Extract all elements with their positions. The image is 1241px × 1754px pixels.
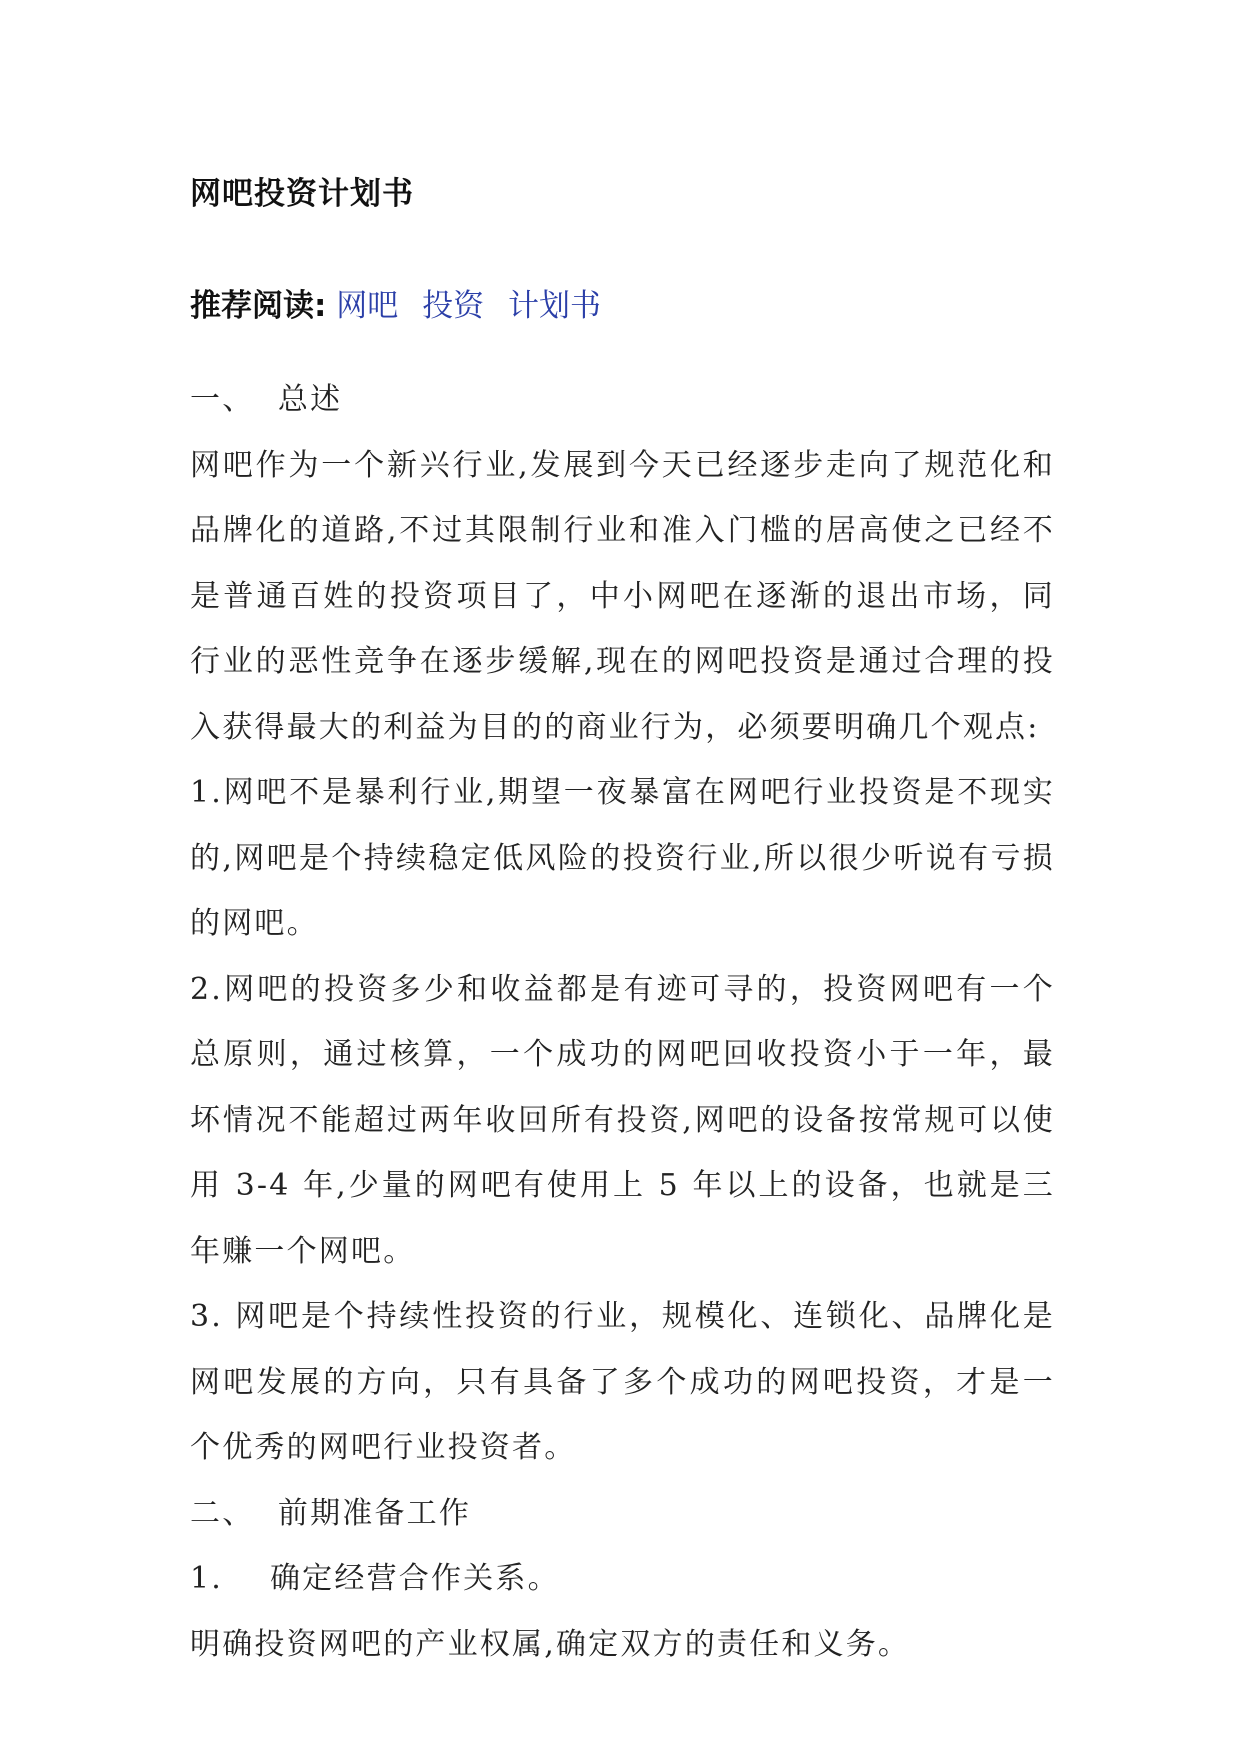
tag-link-jihuashu[interactable]: 计划书 bbox=[507, 288, 601, 324]
paragraph-point-3: 3. 网吧是个持续性投资的行业，规模化、连锁化、品牌化是网吧发展的方向，只有具备了多个成功的网吧投资，才是一个优秀的网吧行业投资者。 bbox=[190, 1299, 1055, 1465]
paragraph-intro: 网吧作为一个新兴行业,发展到今天已经逐步走向了规范化和品牌化的道路,不过其限制行业和准入门槛的居高使之已经不是普通百姓的投资项目了，中小网吧在逐渐的退出市场，同行业的恶性竞争在逐步缓解,现在的网吧投资是通过合理的投入获得最大的利益为目的的商业行为，必须要明确几个观点: bbox=[190, 447, 1055, 745]
tag-link-wangba[interactable]: 网吧 bbox=[336, 288, 399, 324]
paragraph-point-2: 2.网吧的投资多少和收益都是有迹可寻的，投资网吧有一个总原则，通过核算，一个成功的网吧回收投资小于一年，最坏情况不能超过两年收回所有投资,网吧的设备按常规可以使用 3-4 年,少量的网吧有使用上 5 年以上的设备，也就是三年赚一个网吧。 bbox=[190, 971, 1055, 1269]
document-title: 网吧投资计划书 bbox=[190, 176, 414, 212]
tag-link-touzi[interactable]: 投资 bbox=[422, 288, 485, 324]
recommended-reading bbox=[190, 280, 615, 325]
paragraph-ownership: 明确投资网吧的产业权属,确定双方的责任和义务。 bbox=[190, 1626, 911, 1662]
subheading-cooperation: 1. 确定经营合作关系。 bbox=[190, 1561, 560, 1596]
section-heading-overview: 一、 总述 bbox=[190, 382, 343, 417]
document-body bbox=[190, 367, 1055, 1677]
paragraph-point-1: 1.网吧不是暴利行业,期望一夜暴富在网吧行业投资是不现实的,网吧是个持续稳定低风险的投资行业,所以很少听说有亏损的网吧。 bbox=[190, 775, 1055, 941]
section-heading-preparation: 二、 前期准备工作 bbox=[190, 1495, 472, 1531]
recommended-reading-label: 推荐阅读: bbox=[190, 288, 327, 324]
